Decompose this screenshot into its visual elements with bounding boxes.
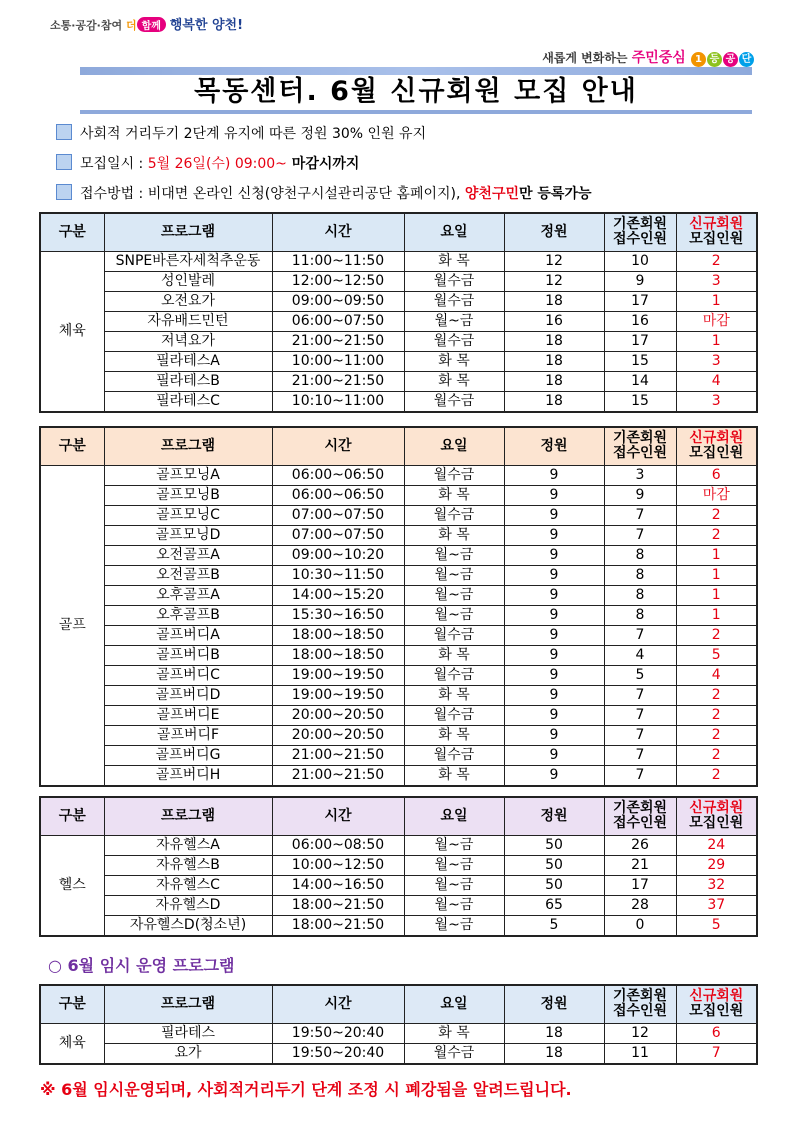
time-cell: 15:30~16:50 bbox=[272, 605, 404, 625]
time-cell: 06:00~08:50 bbox=[272, 835, 404, 855]
existing-cell: 7 bbox=[604, 725, 676, 745]
program-cell: 오전골프B bbox=[104, 565, 272, 585]
day-cell: 화 목 bbox=[404, 525, 504, 545]
day-cell: 월수금 bbox=[404, 331, 504, 351]
capacity-cell: 9 bbox=[504, 565, 604, 585]
header-program: 프로그램 bbox=[104, 797, 272, 835]
table-row bbox=[40, 765, 757, 786]
new-cell: 4 bbox=[676, 371, 757, 391]
new-cell: 2 bbox=[676, 625, 757, 645]
capacity-cell: 12 bbox=[504, 271, 604, 291]
existing-cell: 17 bbox=[604, 291, 676, 311]
header-category: 구분 bbox=[40, 213, 104, 251]
capacity-cell: 50 bbox=[504, 855, 604, 875]
time-cell: 19:00~19:50 bbox=[272, 685, 404, 705]
new-cell: 37 bbox=[676, 895, 757, 915]
brand-circle-1: 1 bbox=[691, 52, 706, 67]
time-cell: 06:00~06:50 bbox=[272, 485, 404, 505]
capacity-cell: 18 bbox=[504, 1023, 604, 1043]
section-title: ○ 6월 임시 운영 프로그램 bbox=[48, 956, 235, 975]
program-cell: 골프버디D bbox=[104, 685, 272, 705]
program-cell: 오후골프B bbox=[104, 605, 272, 625]
header-new-1: 신규회원 bbox=[689, 430, 744, 447]
day-cell: 화 목 bbox=[404, 685, 504, 705]
new-cell: 1 bbox=[676, 605, 757, 625]
table-row bbox=[40, 585, 757, 605]
capacity-cell: 9 bbox=[504, 525, 604, 545]
program-cell: 골프모닝D bbox=[104, 525, 272, 545]
time-cell: 19:50~20:40 bbox=[272, 1043, 404, 1064]
day-cell: 월수금 bbox=[404, 391, 504, 412]
day-cell: 월~금 bbox=[404, 565, 504, 585]
info-line-3-bold: 만 등록가능 bbox=[519, 186, 592, 202]
brand-prefix: 새롭게 변화하는 bbox=[542, 51, 628, 65]
existing-cell: 5 bbox=[604, 665, 676, 685]
time-cell: 19:00~19:50 bbox=[272, 665, 404, 685]
header-existing bbox=[604, 797, 676, 835]
capacity-cell: 18 bbox=[504, 351, 604, 371]
header-time: 시간 bbox=[272, 797, 404, 835]
existing-cell: 9 bbox=[604, 271, 676, 291]
table-row bbox=[40, 915, 757, 936]
day-cell: 월수금 bbox=[404, 625, 504, 645]
header-existing-1: 기존회원 bbox=[612, 216, 668, 233]
new-cell: 32 bbox=[676, 875, 757, 895]
existing-cell: 16 bbox=[604, 311, 676, 331]
day-cell: 화 목 bbox=[404, 485, 504, 505]
day-cell: 화 목 bbox=[404, 645, 504, 665]
header-category: 구분 bbox=[40, 985, 104, 1023]
time-cell: 10:10~11:00 bbox=[272, 391, 404, 412]
program-cell: 골프모닝A bbox=[104, 465, 272, 485]
new-cell: 2 bbox=[676, 745, 757, 765]
header-new bbox=[676, 427, 757, 465]
header-new bbox=[676, 985, 757, 1023]
header-existing bbox=[604, 427, 676, 465]
header-time: 시간 bbox=[272, 213, 404, 251]
existing-cell: 7 bbox=[604, 705, 676, 725]
header-category: 구분 bbox=[40, 797, 104, 835]
program-cell: 자유헬스B bbox=[104, 855, 272, 875]
title-bottom-bar bbox=[80, 110, 752, 114]
time-cell: 18:00~18:50 bbox=[272, 625, 404, 645]
day-cell: 월~금 bbox=[404, 585, 504, 605]
header-capacity: 정원 bbox=[504, 985, 604, 1023]
capacity-cell: 50 bbox=[504, 835, 604, 855]
program-cell: 필라테스C bbox=[104, 391, 272, 412]
header-existing-2: 접수인원 bbox=[612, 231, 668, 248]
table-row bbox=[40, 465, 757, 485]
program-cell: 골프버디G bbox=[104, 745, 272, 765]
header-existing-2: 접수인원 bbox=[612, 445, 668, 462]
header-day: 요일 bbox=[404, 797, 504, 835]
program-cell: 자유헬스D(청소년) bbox=[104, 915, 272, 936]
table-row bbox=[40, 725, 757, 745]
new-cell: 3 bbox=[676, 271, 757, 291]
existing-cell: 8 bbox=[604, 545, 676, 565]
program-cell: 오전요가 bbox=[104, 291, 272, 311]
bullet-square-icon bbox=[56, 184, 72, 200]
program-cell: 골프모닝B bbox=[104, 485, 272, 505]
header-program: 프로그램 bbox=[104, 213, 272, 251]
day-cell: 월~금 bbox=[404, 605, 504, 625]
time-cell: 21:00~21:50 bbox=[272, 745, 404, 765]
program-cell: 필라테스A bbox=[104, 351, 272, 371]
capacity-cell: 9 bbox=[504, 625, 604, 645]
header-category: 구분 bbox=[40, 427, 104, 465]
table-row bbox=[40, 895, 757, 915]
time-cell: 21:00~21:50 bbox=[272, 331, 404, 351]
time-cell: 20:00~20:50 bbox=[272, 705, 404, 725]
program-cell: SNPE바른자세척추운동 bbox=[104, 251, 272, 271]
category-cell: 골프 bbox=[40, 465, 104, 786]
header-existing bbox=[604, 985, 676, 1023]
day-cell: 화 목 bbox=[404, 765, 504, 786]
info-line-2-label: 모집일시 : bbox=[80, 156, 148, 172]
page-title: 목동센터. 6월 신규회원 모집 안내 bbox=[194, 76, 638, 107]
header-program: 프로그램 bbox=[104, 427, 272, 465]
existing-cell: 12 bbox=[604, 1023, 676, 1043]
header-new bbox=[676, 797, 757, 835]
slogan-mid1: 더 bbox=[125, 19, 137, 32]
new-cell: 1 bbox=[676, 565, 757, 585]
existing-cell: 26 bbox=[604, 835, 676, 855]
existing-cell: 15 bbox=[604, 351, 676, 371]
table-row bbox=[40, 251, 757, 271]
day-cell: 월수금 bbox=[404, 465, 504, 485]
program-cell: 오후골프A bbox=[104, 585, 272, 605]
brand-main: 주민중심 bbox=[631, 50, 686, 66]
info-line-1 bbox=[56, 123, 426, 143]
footer-note: ※ 6월 임시운영되며, 사회적거리두기 단계 조정 시 폐강됨을 알려드립니다. bbox=[40, 1080, 572, 1099]
header-new-1: 신규회원 bbox=[689, 800, 744, 817]
new-cell: 2 bbox=[676, 251, 757, 271]
slogan-mid2: 함께 bbox=[137, 17, 166, 32]
program-cell: 필라테스 bbox=[104, 1023, 272, 1043]
time-cell: 14:00~16:50 bbox=[272, 875, 404, 895]
capacity-cell: 9 bbox=[504, 605, 604, 625]
program-cell: 자유배드민턴 bbox=[104, 311, 272, 331]
header-capacity: 정원 bbox=[504, 797, 604, 835]
header-new bbox=[676, 213, 757, 251]
existing-cell: 7 bbox=[604, 505, 676, 525]
day-cell: 월~금 bbox=[404, 915, 504, 936]
existing-cell: 7 bbox=[604, 685, 676, 705]
capacity-cell: 9 bbox=[504, 705, 604, 725]
table-row bbox=[40, 625, 757, 645]
table-row bbox=[40, 875, 757, 895]
table-row bbox=[40, 685, 757, 705]
info-line-2-end: 마감시까지 bbox=[286, 156, 360, 172]
capacity-cell: 9 bbox=[504, 485, 604, 505]
time-cell: 18:00~21:50 bbox=[272, 895, 404, 915]
time-cell: 10:00~11:00 bbox=[272, 351, 404, 371]
table-row bbox=[40, 485, 757, 505]
day-cell: 화 목 bbox=[404, 351, 504, 371]
day-cell: 월~금 bbox=[404, 311, 504, 331]
capacity-cell: 50 bbox=[504, 875, 604, 895]
slogan-prefix: 소통·공감·참여 bbox=[50, 19, 123, 32]
day-cell: 화 목 bbox=[404, 371, 504, 391]
day-cell: 화 목 bbox=[404, 251, 504, 271]
header-day: 요일 bbox=[404, 213, 504, 251]
new-cell: 3 bbox=[676, 391, 757, 412]
new-cell: 1 bbox=[676, 331, 757, 351]
table-row bbox=[40, 505, 757, 525]
program-cell: 자유헬스C bbox=[104, 875, 272, 895]
time-cell: 18:00~18:50 bbox=[272, 645, 404, 665]
table-row bbox=[40, 665, 757, 685]
time-cell: 12:00~12:50 bbox=[272, 271, 404, 291]
existing-cell: 8 bbox=[604, 585, 676, 605]
new-cell: 2 bbox=[676, 725, 757, 745]
existing-cell: 8 bbox=[604, 605, 676, 625]
day-cell: 월수금 bbox=[404, 1043, 504, 1064]
table-row bbox=[40, 1043, 757, 1064]
new-cell: 6 bbox=[676, 1023, 757, 1043]
capacity-cell: 65 bbox=[504, 895, 604, 915]
day-cell: 월~금 bbox=[404, 875, 504, 895]
day-cell: 월수금 bbox=[404, 705, 504, 725]
table-row bbox=[40, 525, 757, 545]
capacity-cell: 9 bbox=[504, 585, 604, 605]
table-row bbox=[40, 745, 757, 765]
capacity-cell: 12 bbox=[504, 251, 604, 271]
time-cell: 10:30~11:50 bbox=[272, 565, 404, 585]
table-row bbox=[40, 855, 757, 875]
program-cell: 저녁요가 bbox=[104, 331, 272, 351]
existing-cell: 14 bbox=[604, 371, 676, 391]
program-cell: 성인발레 bbox=[104, 271, 272, 291]
day-cell: 월~금 bbox=[404, 835, 504, 855]
header-new-2: 모집인원 bbox=[689, 231, 744, 248]
brand-circle-3: 공 bbox=[723, 52, 738, 67]
header-existing-2: 접수인원 bbox=[612, 1003, 668, 1020]
table-row bbox=[40, 311, 757, 331]
info-line-2 bbox=[56, 153, 359, 173]
capacity-cell: 18 bbox=[504, 1043, 604, 1064]
capacity-cell: 9 bbox=[504, 685, 604, 705]
capacity-cell: 18 bbox=[504, 371, 604, 391]
program-cell: 골프버디H bbox=[104, 765, 272, 786]
day-cell: 월수금 bbox=[404, 665, 504, 685]
new-cell: 6 bbox=[676, 465, 757, 485]
existing-cell: 4 bbox=[604, 645, 676, 665]
new-cell: 2 bbox=[676, 505, 757, 525]
program-cell: 골프버디A bbox=[104, 625, 272, 645]
existing-cell: 28 bbox=[604, 895, 676, 915]
program-cell: 자유헬스D bbox=[104, 895, 272, 915]
day-cell: 월수금 bbox=[404, 745, 504, 765]
capacity-cell: 9 bbox=[504, 505, 604, 525]
time-cell: 10:00~12:50 bbox=[272, 855, 404, 875]
new-cell: 마감 bbox=[676, 311, 757, 331]
capacity-cell: 9 bbox=[504, 765, 604, 786]
program-cell: 골프모닝C bbox=[104, 505, 272, 525]
header-existing-1: 기존회원 bbox=[612, 800, 668, 817]
new-cell: 29 bbox=[676, 855, 757, 875]
slogan bbox=[50, 14, 243, 33]
existing-cell: 7 bbox=[604, 625, 676, 645]
header-existing-1: 기존회원 bbox=[612, 988, 668, 1005]
table-row bbox=[40, 705, 757, 725]
new-cell: 3 bbox=[676, 351, 757, 371]
table-row bbox=[40, 331, 757, 351]
capacity-cell: 9 bbox=[504, 745, 604, 765]
day-cell: 월~금 bbox=[404, 855, 504, 875]
new-cell: 5 bbox=[676, 645, 757, 665]
fitness-table bbox=[39, 796, 758, 937]
time-cell: 06:00~07:50 bbox=[272, 311, 404, 331]
new-cell: 2 bbox=[676, 525, 757, 545]
info-line-2-date: 5월 26일(수) 09:00~ bbox=[147, 156, 287, 172]
info-line-3-label: 접수방법 : 비대면 온라인 신청(양천구시설관리공단 홈페이지), bbox=[80, 186, 465, 202]
info-line-3 bbox=[56, 183, 592, 203]
time-cell: 21:00~21:50 bbox=[272, 371, 404, 391]
capacity-cell: 9 bbox=[504, 665, 604, 685]
capacity-cell: 18 bbox=[504, 291, 604, 311]
header-new-2: 모집인원 bbox=[689, 815, 744, 832]
existing-cell: 17 bbox=[604, 875, 676, 895]
new-cell: 24 bbox=[676, 835, 757, 855]
day-cell: 월수금 bbox=[404, 505, 504, 525]
table-row bbox=[40, 391, 757, 412]
header-day: 요일 bbox=[404, 427, 504, 465]
program-cell: 오전골프A bbox=[104, 545, 272, 565]
header-new-2: 모집인원 bbox=[689, 445, 744, 462]
new-cell: 1 bbox=[676, 585, 757, 605]
existing-cell: 10 bbox=[604, 251, 676, 271]
new-cell: 7 bbox=[676, 1043, 757, 1064]
header-day: 요일 bbox=[404, 985, 504, 1023]
capacity-cell: 9 bbox=[504, 465, 604, 485]
new-cell: 2 bbox=[676, 705, 757, 725]
header-existing-1: 기존회원 bbox=[612, 430, 668, 447]
table-row bbox=[40, 645, 757, 665]
existing-cell: 9 bbox=[604, 485, 676, 505]
time-cell: 11:00~11:50 bbox=[272, 251, 404, 271]
table-row bbox=[40, 545, 757, 565]
category-cell: 헬스 bbox=[40, 835, 104, 936]
header-existing-2: 접수인원 bbox=[612, 815, 668, 832]
time-cell: 09:00~09:50 bbox=[272, 291, 404, 311]
slogan-suffix: 행복한 양천! bbox=[169, 18, 244, 33]
capacity-cell: 9 bbox=[504, 645, 604, 665]
existing-cell: 17 bbox=[604, 331, 676, 351]
capacity-cell: 16 bbox=[504, 311, 604, 331]
program-cell: 필라테스B bbox=[104, 371, 272, 391]
time-cell: 07:00~07:50 bbox=[272, 505, 404, 525]
table-row bbox=[40, 605, 757, 625]
capacity-cell: 18 bbox=[504, 331, 604, 351]
table-row bbox=[40, 565, 757, 585]
new-cell: 1 bbox=[676, 291, 757, 311]
program-cell: 골프버디C bbox=[104, 665, 272, 685]
brand-logo bbox=[542, 47, 754, 67]
capacity-cell: 5 bbox=[504, 915, 604, 936]
capacity-cell: 9 bbox=[504, 725, 604, 745]
time-cell: 20:00~20:50 bbox=[272, 725, 404, 745]
info-line-1-text: 사회적 거리두기 2단계 유지에 따른 정원 30% 인원 유지 bbox=[80, 126, 427, 142]
bullet-square-icon bbox=[56, 124, 72, 140]
existing-cell: 11 bbox=[604, 1043, 676, 1064]
existing-cell: 7 bbox=[604, 525, 676, 545]
golf-table bbox=[39, 426, 758, 787]
time-cell: 07:00~07:50 bbox=[272, 525, 404, 545]
time-cell: 09:00~10:20 bbox=[272, 545, 404, 565]
title-top-bar bbox=[80, 67, 752, 75]
header-new-1: 신규회원 bbox=[689, 216, 744, 233]
existing-cell: 8 bbox=[604, 565, 676, 585]
header-capacity: 정원 bbox=[504, 427, 604, 465]
temporary-table bbox=[39, 984, 758, 1065]
bullet-square-icon bbox=[56, 154, 72, 170]
info-line-3-red: 양천구민 bbox=[464, 186, 519, 202]
day-cell: 화 목 bbox=[404, 725, 504, 745]
header-new-2: 모집인원 bbox=[689, 1003, 744, 1020]
header-program: 프로그램 bbox=[104, 985, 272, 1023]
new-cell: 2 bbox=[676, 765, 757, 786]
day-cell: 월~금 bbox=[404, 545, 504, 565]
table-row bbox=[40, 1023, 757, 1043]
new-cell: 2 bbox=[676, 685, 757, 705]
day-cell: 월수금 bbox=[404, 271, 504, 291]
time-cell: 21:00~21:50 bbox=[272, 765, 404, 786]
program-cell: 자유헬스A bbox=[104, 835, 272, 855]
table-row bbox=[40, 291, 757, 311]
existing-cell: 7 bbox=[604, 745, 676, 765]
new-cell: 5 bbox=[676, 915, 757, 936]
capacity-cell: 9 bbox=[504, 545, 604, 565]
time-cell: 18:00~21:50 bbox=[272, 915, 404, 936]
program-cell: 요가 bbox=[104, 1043, 272, 1064]
header-new-1: 신규회원 bbox=[689, 988, 744, 1005]
existing-cell: 3 bbox=[604, 465, 676, 485]
table-row bbox=[40, 351, 757, 371]
day-cell: 월수금 bbox=[404, 291, 504, 311]
existing-cell: 7 bbox=[604, 765, 676, 786]
category-cell: 체육 bbox=[40, 251, 104, 412]
new-cell: 1 bbox=[676, 545, 757, 565]
brand-circle-2: 등 bbox=[707, 52, 722, 67]
header-time: 시간 bbox=[272, 985, 404, 1023]
new-cell: 마감 bbox=[676, 485, 757, 505]
existing-cell: 21 bbox=[604, 855, 676, 875]
day-cell: 월~금 bbox=[404, 895, 504, 915]
table-row bbox=[40, 835, 757, 855]
time-cell: 19:50~20:40 bbox=[272, 1023, 404, 1043]
sports-table bbox=[39, 212, 758, 413]
header-capacity: 정원 bbox=[504, 213, 604, 251]
existing-cell: 0 bbox=[604, 915, 676, 936]
time-cell: 06:00~06:50 bbox=[272, 465, 404, 485]
program-cell: 골프버디E bbox=[104, 705, 272, 725]
program-cell: 골프버디B bbox=[104, 645, 272, 665]
time-cell: 14:00~15:20 bbox=[272, 585, 404, 605]
day-cell: 화 목 bbox=[404, 1023, 504, 1043]
category-cell: 체육 bbox=[40, 1023, 104, 1064]
table-row bbox=[40, 371, 757, 391]
header-time: 시간 bbox=[272, 427, 404, 465]
new-cell: 4 bbox=[676, 665, 757, 685]
brand-circle-4: 단 bbox=[739, 52, 754, 67]
program-cell: 골프버디F bbox=[104, 725, 272, 745]
existing-cell: 15 bbox=[604, 391, 676, 412]
table-row bbox=[40, 271, 757, 291]
capacity-cell: 18 bbox=[504, 391, 604, 412]
header-existing bbox=[604, 213, 676, 251]
